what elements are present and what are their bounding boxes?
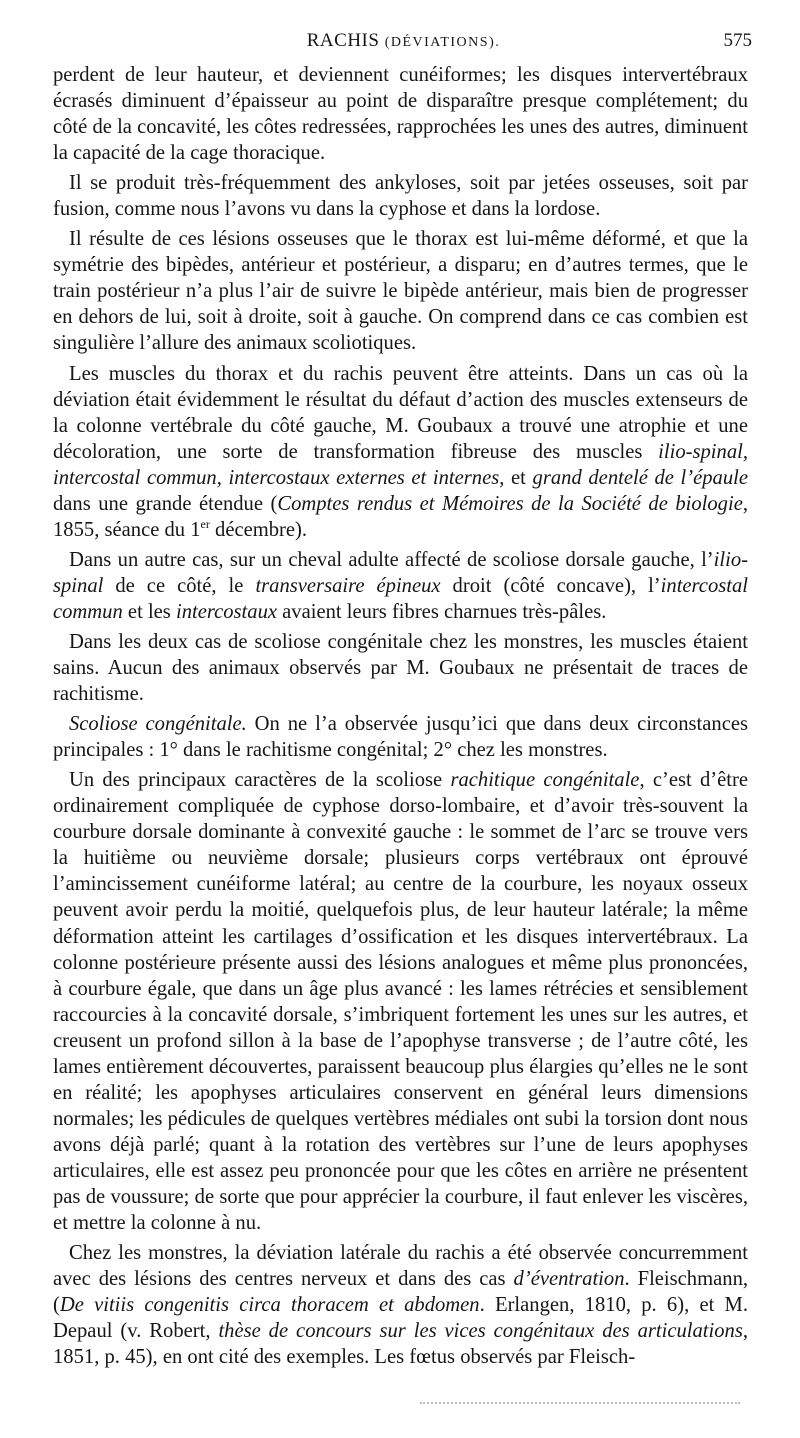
paragraph-p8 xyxy=(53,767,748,1236)
paragraph-p6 xyxy=(53,629,748,707)
text-run: Dans un autre cas, sur un cheval adulte affecté de scoliose dorsale gauche, l’ xyxy=(69,548,714,571)
paragraph-p1 xyxy=(53,62,748,166)
paragraph-p3 xyxy=(53,226,748,356)
italic-text: De vitiis congenitis circa thoracem et abdomen xyxy=(59,1294,480,1317)
italic-text: intercostal commun xyxy=(53,574,748,623)
paragraph-p5 xyxy=(53,547,748,625)
text-run: droit (côté concave), l’ xyxy=(440,574,661,597)
running-title-main: RACHIS xyxy=(306,30,380,51)
text-run: Chez les monstres, la déviation latérale du rachis a été observée concurremment avec des lésions des centres nerveux et dans des cas xyxy=(53,1242,748,1291)
superscript-text: er xyxy=(200,516,210,531)
text-run: On ne l’a observée jusqu’ici que dans deux circonstances principales : 1° dans le rachitisme congénital; 2° chez les monstres. xyxy=(53,713,748,762)
text-run: . Erlangen, 1810, p. 6), et M. Depaul (v. Robert, xyxy=(53,1294,748,1343)
italic-text: rachitique congénitale xyxy=(450,769,640,792)
text-run: . Fleischmann, ( xyxy=(53,1268,749,1317)
text-run: Un des principaux caractères de la scoliose xyxy=(69,769,451,792)
body-text xyxy=(53,62,748,1370)
text-run: Dans les deux cas de scoliose congénitale chez les monstres, les muscles étaient sains. Aucun des animaux observés par M. Goubaux ne présentait de traces de rachitisme. xyxy=(53,630,748,706)
paragraph-p4 xyxy=(53,361,748,543)
text-run: , 1851, p. 45), en ont cité des exemples. Les fœtus observés par Fleisch- xyxy=(53,1320,749,1369)
italic-text: Scoliose congénitale. xyxy=(69,713,247,736)
italic-text: Comptes rendus et Mémoires de la Société de biologie xyxy=(277,492,743,515)
italic-text: ilio-spinal xyxy=(53,548,748,597)
paragraph-p7 xyxy=(53,711,748,763)
text-run: Il se produit très-fréquemment des ankyloses, soit par jetées osseuses, soit par fusion, comme nous l’avons vu dans la cyphose et dans la lordose. xyxy=(53,172,748,221)
paragraph-p9 xyxy=(53,1240,748,1370)
paragraph-p2 xyxy=(53,170,748,222)
text-run: et les xyxy=(122,600,176,623)
text-run: dans une grande étendue ( xyxy=(53,492,278,515)
text-run: Il résulte de ces lésions osseuses que le thorax est lui-même déformé, et que la symétrie des bipèdes, antérieur et postérieur, a disparu; en d’autres termes, que le train postérieur n’a plus l’air de suivre le bipède antérieur, mais bien de progresser en dehors de lui, soit à droite, soit à gauche. On comprend dans ce cas combien est singulière l’allure des animaux scoliotiques. xyxy=(53,228,748,355)
text-run: , et xyxy=(499,466,533,489)
italic-text: transversaire épineux xyxy=(255,574,441,597)
text-run: perdent de leur hauteur, et deviennent cunéiformes; les disques intervertébraux écrasés diminuent d’épaisseur au point de disparaître presque complétement; du côté de la concavité, les côtes redressées, rapprochées les unes des autres, diminuent la capacité de la cage thoracique. xyxy=(53,64,748,165)
italic-text: ilio-spinal, intercostal commun, intercostaux externes et internes xyxy=(53,440,748,489)
text-run: décembre). xyxy=(209,518,308,541)
running-title-sub: (DÉVIATIONS). xyxy=(384,35,501,50)
running-header xyxy=(55,30,752,54)
italic-text: intercostaux xyxy=(175,600,278,623)
text-run: , 1855, séance du 1 xyxy=(53,492,748,541)
italic-text: d’éventration xyxy=(513,1268,625,1291)
italic-text: grand dentelé de l’épaule xyxy=(532,466,749,489)
text-run: de ce côté, le xyxy=(103,574,256,597)
italic-text: thèse de concours sur les vices congénitaux des articulations xyxy=(218,1320,743,1343)
running-title xyxy=(55,30,752,52)
text-run: Les muscles du thorax et du rachis peuvent être atteints. Dans un cas où la déviation était évidemment le résultat du défaut d’action des muscles extenseurs de la colonne vertébrale du côté gauche, M. Goubaux a trouvé une atrophie et une décoloration, une sorte de transformation fibreuse des muscles xyxy=(53,362,748,463)
text-run: , c’est d’être ordinairement compliquée de cyphose dorso-lombaire, et d’avoir très-souvent la courbure dorsale dominante à convexité gauche : le sommet de l’arc se trouve vers la huitième ou neuvième dorsale; plusieurs corps vertébraux ont éprouvé l’amincissement cunéiforme latéral; au centre de la courbure, les noyaux osseux peuvent avoir perdu la moitié, quelquefois plus, de leur hauteur latérale; la même déformation atteint les cartilages d’ossification et les disques intervertébraux. La colonne postérieure présente aussi des lésions analogues et même plus prononcées, à courbure égale, que dans un âge plus avancé : les lames rétrécies et sensiblement raccourcies à la concavité dorsale, s’imbriquent fortement les unes sur les autres, et creusent un profond sillon à la base de l’apophyse transverse ; de l’autre côté, les lames entièrement découvertes, paraissent beaucoup plus élargies qu’elles ne le sont en réalité; les apophyses articulaires conservent en général leurs dimensions normales; les pédicules de quelques vertèbres médiales ont subi la torsion dont nous avons déjà parlé; quant à la rotation des vertèbres sur l’une de leurs apophyses articulaires, elle est assez peu prononcée pour que les côtes en arrière ne présentent pas de voussure; de sorte que pour apprécier la courbure, il faut enlever les viscères, et mettre la colonne à nu. xyxy=(53,769,748,1235)
page-number: 575 xyxy=(723,30,752,51)
text-run: avaient leurs fibres charnues très-pâles. xyxy=(277,600,607,623)
bottom-rule xyxy=(420,1402,740,1404)
